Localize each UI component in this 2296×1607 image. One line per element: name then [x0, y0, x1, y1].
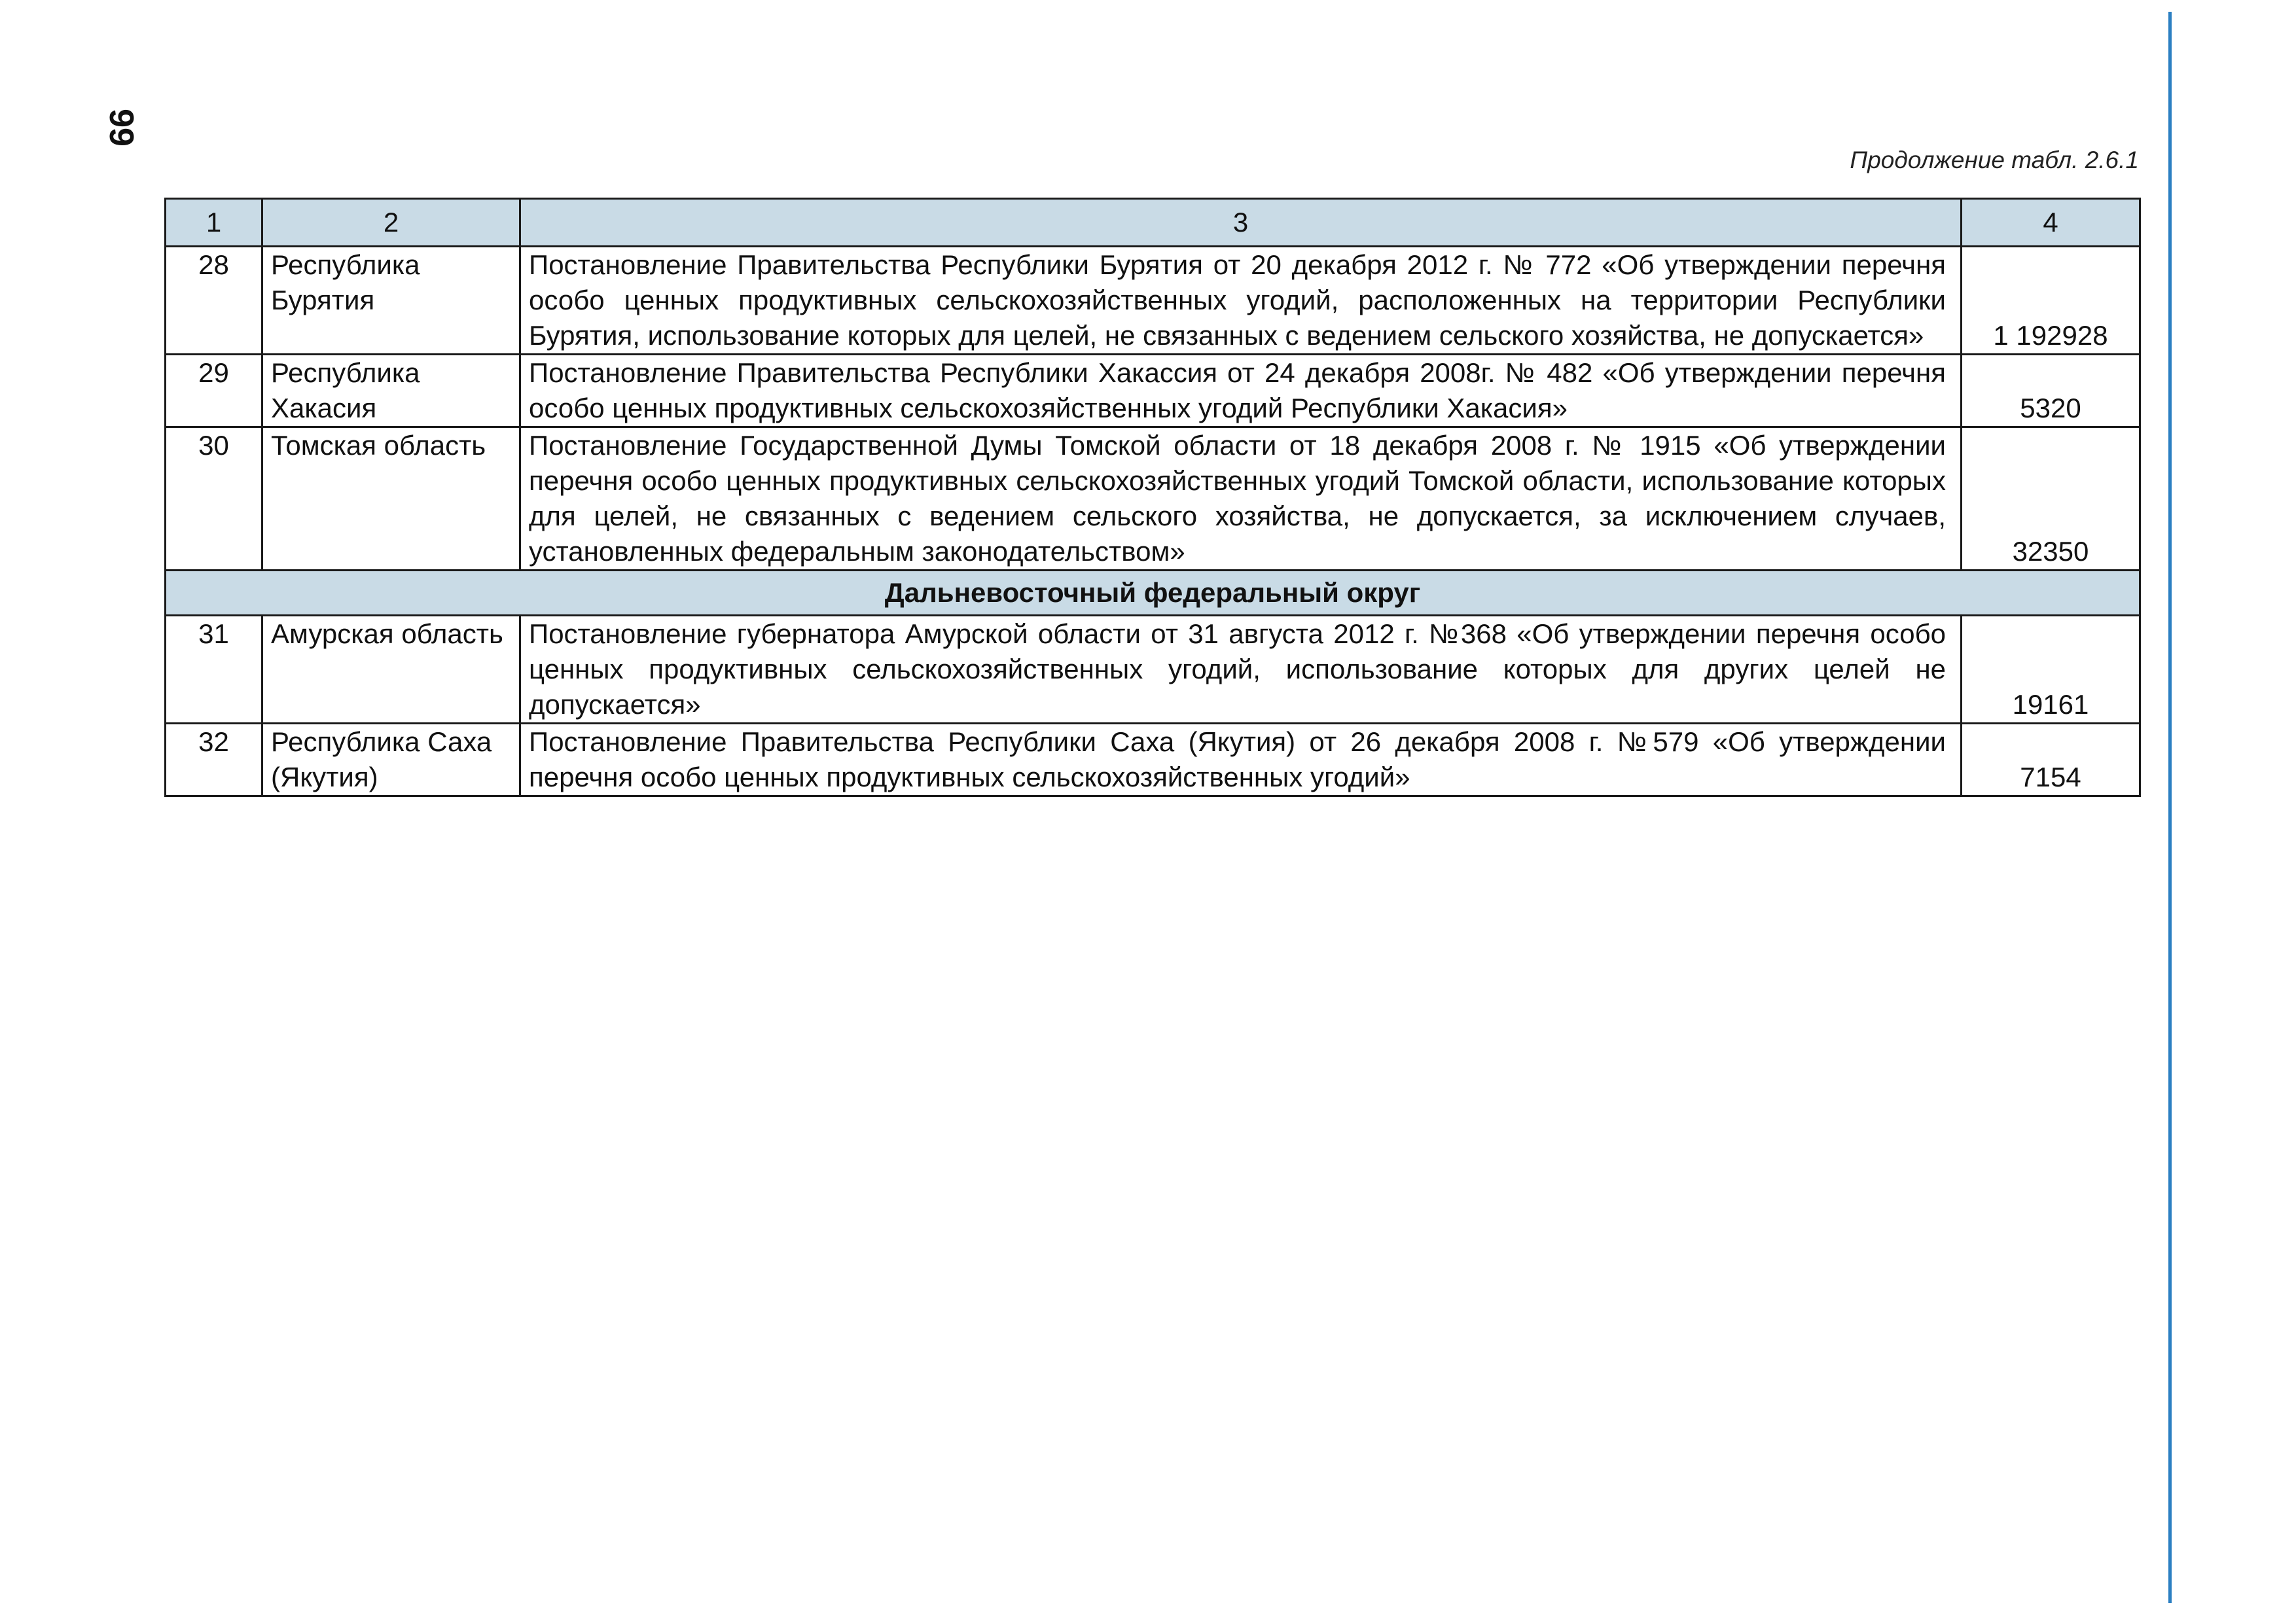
area-value: 19161 [1962, 616, 2140, 724]
column-header: 4 [1962, 199, 2140, 247]
column-header: 2 [262, 199, 520, 247]
row-number: 31 [166, 616, 262, 724]
resolution-text: Постановление губернатора Амурской области от 31 августа 2012 г. №368 «Об утверждении перечня особо ценных продуктивных сельскохозяйственных угодий, использование которых для других целей не допускается» [520, 616, 1962, 724]
side-rule [2168, 12, 2172, 1603]
column-header: 3 [520, 199, 1962, 247]
table-row [166, 616, 2140, 724]
area-value: 5320 [1962, 355, 2140, 427]
table-continuation-note: Продолжение табл. 2.6.1 [1850, 147, 2139, 173]
table-row [166, 247, 2140, 355]
area-value: 1 192928 [1962, 247, 2140, 355]
table-header-row [166, 199, 2140, 247]
region-name: Республика Хакасия [262, 355, 520, 427]
section-row [166, 571, 2140, 616]
row-number: 30 [166, 427, 262, 571]
region-name: Республика Саха (Якутия) [262, 724, 520, 796]
region-name: Томская область [262, 427, 520, 571]
region-name: Республика Бурятия [262, 247, 520, 355]
row-number: 28 [166, 247, 262, 355]
row-number: 32 [166, 724, 262, 796]
table-row [166, 355, 2140, 427]
region-name: Амурская область [262, 616, 520, 724]
column-header: 1 [166, 199, 262, 247]
row-number: 29 [166, 355, 262, 427]
table-row [166, 427, 2140, 571]
resolution-text: Постановление Правительства Республики Хакассия от 24 декабря 2008г. № 482 «Об утверждении перечня особо ценных продуктивных сельскохозяйственных угодий Республики Хакасия» [520, 355, 1962, 427]
resolution-text: Постановление Правительства Республики Бурятия от 20 декабря 2012 г. № 772 «Об утверждении перечня особо ценных продуктивных сельскохозяйственных угодий, расположенных на территории Республики Бурятия, использование которых для целей, не связанных с ведением сельского хозяйства, не допускается» [520, 247, 1962, 355]
resolution-text: Постановление Правительства Республики Саха (Якутия) от 26 декабря 2008 г. №579 «Об утверждении перечня особо ценных продуктивных сельскохозяйственных угодий» [520, 724, 1962, 796]
area-value: 32350 [1962, 427, 2140, 571]
regions-table [164, 198, 2141, 797]
area-value: 7154 [1962, 724, 2140, 796]
section-title: Дальневосточный федеральный округ [166, 571, 2140, 616]
page-number: 99 [102, 109, 140, 147]
resolution-text: Постановление Государственной Думы Томской области от 18 декабря 2008 г. № 1915 «Об утверждении перечня особо ценных продуктивных сельскохозяйственных угодий Томской области, использование которых для целей, не связанных с ведением сельского хозяйства, не допускается, за исключением случаев, установленных федеральным законодательством» [520, 427, 1962, 571]
table-row [166, 724, 2140, 796]
